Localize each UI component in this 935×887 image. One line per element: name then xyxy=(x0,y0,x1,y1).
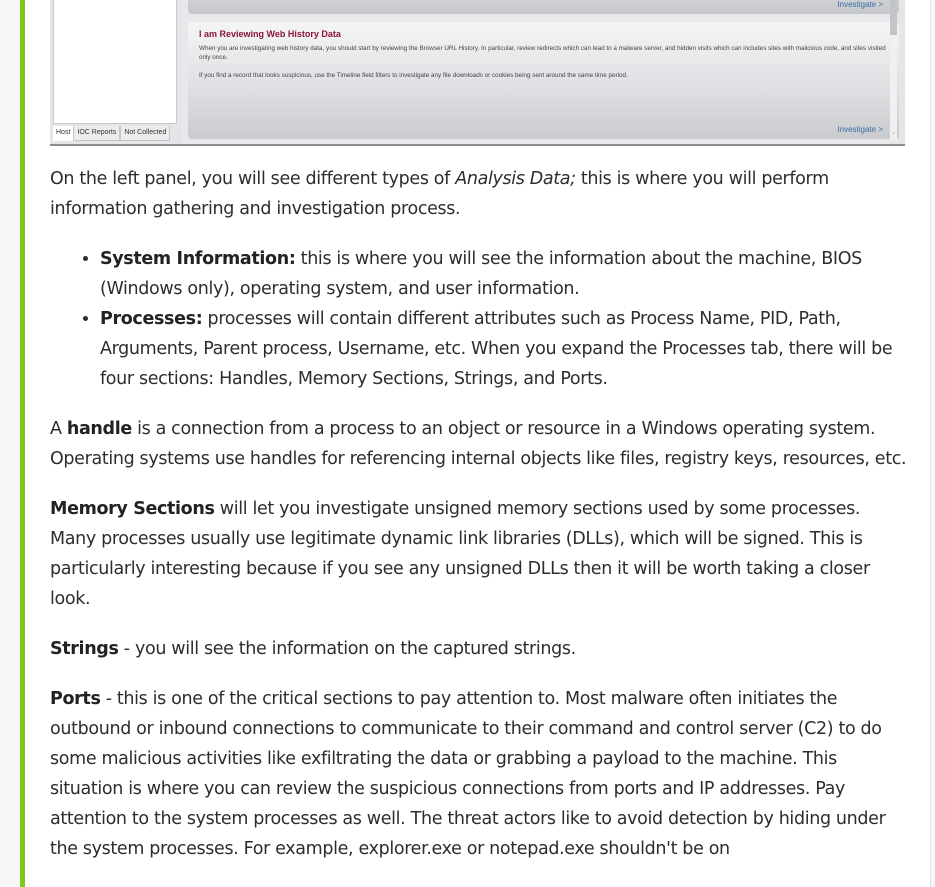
analysis-data-panel xyxy=(53,0,177,124)
paragraph-text: - you will see the information on the captured strings. xyxy=(118,639,576,659)
investigate-link-top[interactable]: Investigate > xyxy=(837,0,883,9)
guide-card-body xyxy=(199,44,889,89)
guide-card-paragraph: When you are investigating web history data, you should start by reviewing the Browser URL History. In particular, review redirects which can lead to a malware server, and hidden visits which can includes sites with malicious code, and sites visited only once. xyxy=(199,45,886,61)
handle-paragraph xyxy=(50,414,910,474)
article-body xyxy=(50,164,910,884)
accent-bar xyxy=(20,0,25,887)
strings-term: Strings xyxy=(50,639,119,659)
paragraph-text: A xyxy=(50,419,67,439)
handle-term: handle xyxy=(66,419,132,439)
list-item-term: System Information: xyxy=(100,249,296,269)
tab-not-collected[interactable]: Not Collected xyxy=(120,126,170,141)
list-item-text: this is where you will see the information about the machine, BIOS (Windows only), operating system, and user information. xyxy=(100,249,862,299)
intro-text: On the left panel, you will see different types of xyxy=(50,169,456,189)
list-item xyxy=(100,244,910,304)
list-item xyxy=(100,304,910,394)
previous-guide-card xyxy=(188,0,899,14)
tab-ioc-reports[interactable]: IOC Reports xyxy=(73,126,120,141)
scrollbar-thumb[interactable] xyxy=(890,0,897,35)
memory-sections-paragraph xyxy=(50,494,910,614)
guide-card-title: I am Reviewing Web History Data xyxy=(199,29,341,39)
tab-host[interactable]: Host xyxy=(53,126,73,141)
paragraph-text: - this is one of the critical sections to pay attention to. Most malware often initiates the outbound or inbound connections to communicate to their command and control server (C2) to do some malicious activities like exfiltrating the data or grabbing a payload to the machine. This situation is where you can review the suspicious connections from ports and IP addresses. Pay attention to the system processes as well. The threat actors like to avoid detection by hiding under the system processes. For example, explorer.exe or notepad.exe shouldn't be on xyxy=(50,689,886,859)
strings-paragraph xyxy=(50,634,910,664)
panel-tabs xyxy=(53,126,170,141)
paragraph-text: will let you investigate unsigned memory sections used by some processes. Many processes usually use legitimate dynamic link libraries (DLLs), which will be signed. This is particularly interesting because if you see any unsigned DLLs then it will be worth taking a closer look. xyxy=(50,499,870,609)
intro-text: this is where you will perform information gathering and investigation process. xyxy=(50,169,829,219)
scrollbar[interactable] xyxy=(890,0,897,140)
guide-area xyxy=(182,0,897,144)
ports-paragraph xyxy=(50,684,910,864)
list-item-term: Processes: xyxy=(100,309,203,329)
web-history-guide-card xyxy=(188,22,899,139)
list-item-text: processes will contain different attributes such as Process Name, PID, Path, Arguments, Parent process, Username, etc. When you expand the Processes tab, there will be four sections: Handles, Memory Sections, Strings, and Ports. xyxy=(100,309,893,389)
memory-sections-term: Memory Sections xyxy=(50,499,215,519)
investigate-link-bottom[interactable]: Investigate > xyxy=(837,125,883,134)
embedded-screenshot xyxy=(50,0,905,146)
analysis-data-term: Analysis Data; xyxy=(455,169,576,189)
analysis-data-list xyxy=(50,244,910,394)
guide-card-paragraph: If you find a record that looks suspicious, use the Timeline field filters to investigate any file downloads or cookies being sent around the same time period. xyxy=(199,72,628,79)
ports-term: Ports xyxy=(50,689,101,709)
paragraph-text: is a connection from a process to an object or resource in a Windows operating system. Operating systems use handles for referencing internal objects like files, registry keys, resources, etc. xyxy=(50,419,907,469)
intro-paragraph xyxy=(50,164,910,224)
chevron-down-icon[interactable]: ⌄ xyxy=(890,129,897,136)
